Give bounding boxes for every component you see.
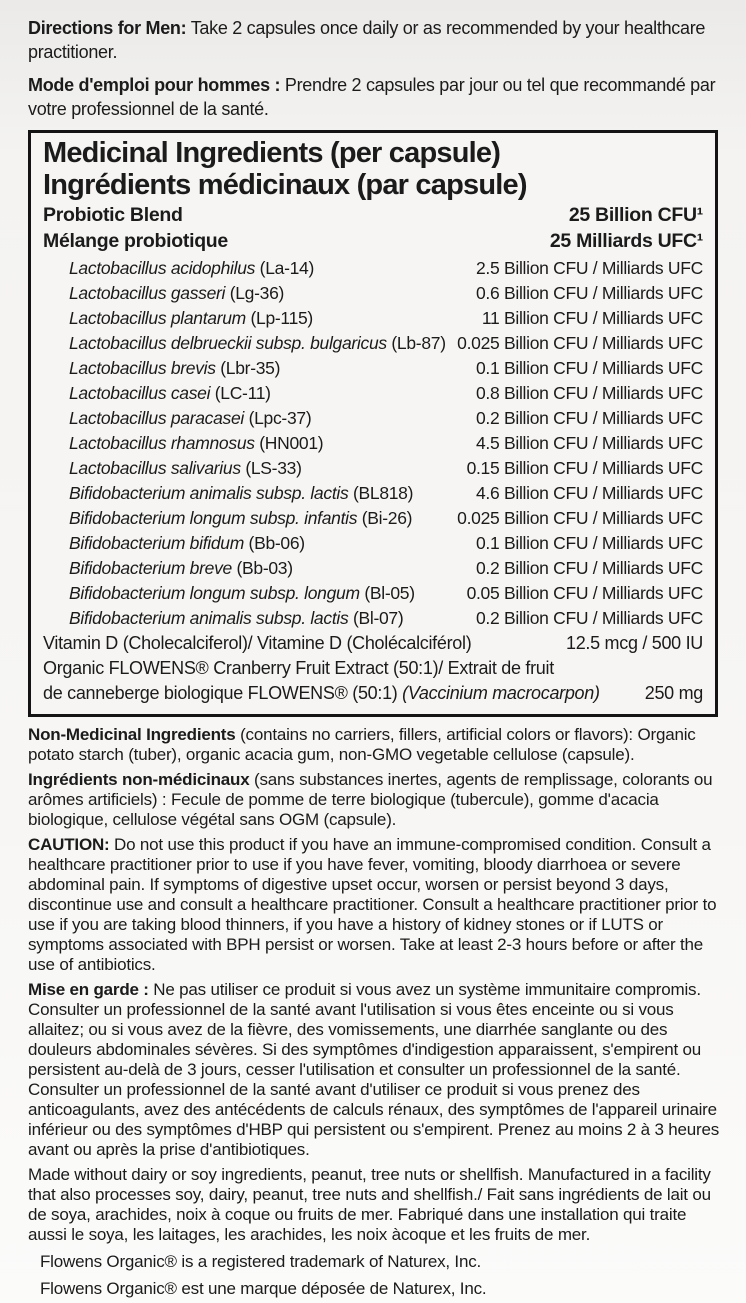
non-medicinal-en bbox=[28, 725, 720, 765]
strain-amount: 0.8 Billion CFU / Milliards UFC bbox=[476, 383, 703, 403]
non-medicinal-en-lead: Non-Medicinal Ingredients bbox=[28, 725, 236, 744]
probiotic-blend-label-en: Probiotic Blend bbox=[43, 204, 183, 226]
strain-amount: 0.025 Billion CFU / Milliards UFC bbox=[457, 508, 703, 528]
flowens-value: 250 mg bbox=[644, 683, 703, 703]
non-medicinal-fr-text: (sans substances inertes, agents de remplissage, colorants ou arômes artificiels) : Fecule de pomme de terre biologique (tubercule), gomme d'acacia biologique, cellulose végétal sans OGM (capsule). bbox=[28, 770, 713, 829]
caution-en-lead: CAUTION: bbox=[28, 835, 110, 854]
strain-name: Lactobacillus plantarum (Lp-115) bbox=[69, 308, 313, 328]
probiotic-blend-value-fr: 25 Milliards UFC¹ bbox=[549, 230, 703, 252]
strain-amount: 2.5 Billion CFU / Milliards UFC bbox=[476, 258, 703, 278]
strain-name: Lactobacillus paracasei (Lpc-37) bbox=[69, 408, 312, 428]
strain-name: Bifidobacterium breve (Bb-03) bbox=[69, 558, 293, 578]
strain-amount: 0.2 Billion CFU / Milliards UFC bbox=[476, 608, 703, 628]
caution-fr bbox=[28, 980, 720, 1160]
probiotic-blend-value-en: 25 Billion CFU¹ bbox=[568, 204, 703, 226]
directions-en bbox=[28, 16, 720, 64]
strain-name: Lactobacillus rhamnosus (HN001) bbox=[69, 433, 324, 453]
strain-amount: 4.6 Billion CFU / Milliards UFC bbox=[476, 483, 703, 503]
strain-row bbox=[43, 281, 703, 306]
strain-row bbox=[43, 556, 703, 581]
probiotic-blend-row-fr bbox=[43, 229, 703, 253]
strain-row bbox=[43, 456, 703, 481]
strain-amount: 0.15 Billion CFU / Milliards UFC bbox=[466, 458, 703, 478]
non-medicinal-fr bbox=[28, 770, 720, 830]
strain-row bbox=[43, 531, 703, 556]
caution-en-text: Do not use this product if you have an immune-compromised condition. Consult a healthcare practitioner prior to use if you have fever, vomiting, bloody diarrhoea or severe abdominal pain. If symptoms of digestive upset occur, worsen or persist beyond 3 days, discontinue use and consult a healthcare practitioner. Consult a healthcare practitioner prior to use if you are taking blood thinners, if you have a history of kidney stones or if LUTS or symptoms associated with BPH persist or worsen. Take at least 2-3 hours before or after the use of antibiotics. bbox=[28, 835, 717, 974]
strain-row bbox=[43, 256, 703, 281]
caution-fr-text: Ne pas utiliser ce produit si vous avez un système immunitaire compromis. Consulter un professionnel de la santé avant l'utilisation si vous êtes enceinte ou si vous allaitez; ou si vous avez de la fièvre, des vomissements, une diarrhée sanglante ou des douleurs abdominales sévères. Si des symptômes d'indigestion apparaissent, s'empirent ou persistent au-delà de 3 jours, cesser l'utilisation et consulter un professionnel de la santé. Consulter un professionnel de la santé avant d'utiliser ce produit si vous prenez des anticoagulants, avez des antécédents de calculs rénaux, des symptômes de l'appareil urinaire inférieur ou des symptômes d'HBP qui persistent ou s'empirent. Prenez au moins 2 à 3 heures avant ou après la prise d'antibiotiques. bbox=[28, 980, 720, 1159]
allergen-statement: Made without dairy or soy ingredients, peanut, tree nuts or shellfish. Manufactured in a facility that also processes soy, dairy, peanut, tree nuts and shellfish./ Fait sans ingrédients de lait ou de soya, arachides, noix à coque ou fruits de mer. Fabriqué dans une installation qui traite aussi le soya, les laitages, les arachides, les noix àcoque et les fruits de mer. bbox=[28, 1165, 711, 1244]
flowens-line2 bbox=[43, 681, 703, 706]
strain-amount: 0.2 Billion CFU / Milliards UFC bbox=[476, 408, 703, 428]
strain-row bbox=[43, 356, 703, 381]
strain-name: Lactobacillus casei (LC-11) bbox=[69, 383, 271, 403]
vitamin-d-label: Vitamin D (Cholecalciferol)/ Vitamine D (Cholécalciférol) bbox=[43, 633, 472, 653]
directions-en-text: Take 2 capsules once daily or as recommended by your healthcare practitioner. bbox=[28, 18, 706, 62]
flowens-row bbox=[43, 656, 703, 706]
directions-fr-lead: Mode d'emploi pour hommes : bbox=[28, 75, 281, 95]
caution-fr-lead: Mise en garde : bbox=[28, 980, 149, 999]
flowens-line2-pre: de canneberge biologique FLOWENS® (50:1) bbox=[43, 683, 403, 703]
directions-en-lead: Directions for Men: bbox=[28, 18, 187, 38]
strain-row bbox=[43, 331, 703, 356]
strain-name: Bifidobacterium bifidum (Bb-06) bbox=[69, 533, 305, 553]
probiotic-blend-label-fr: Mélange probiotique bbox=[43, 230, 228, 252]
strain-name: Bifidobacterium longum subsp. longum (Bl-05) bbox=[69, 583, 415, 603]
vitamin-d-value: 12.5 mcg / 500 IU bbox=[566, 633, 703, 653]
flowens-line1: Organic FLOWENS® Cranberry Fruit Extract (50:1)/ Extrait de fruit bbox=[43, 658, 554, 678]
strain-amount: 11 Billion CFU / Milliards UFC bbox=[481, 308, 703, 328]
directions-fr-text: Prendre 2 capsules par jour ou tel que recommandé par votre professionnel de la santé. bbox=[28, 75, 716, 119]
strain-name: Lactobacillus brevis (Lbr-35) bbox=[69, 358, 281, 378]
strain-row bbox=[43, 506, 703, 531]
strain-amount: 0.1 Billion CFU / Milliards UFC bbox=[476, 358, 703, 378]
strain-amount: 0.2 Billion CFU / Milliards UFC bbox=[476, 558, 703, 578]
strain-row bbox=[43, 481, 703, 506]
non-medicinal-en-text: (contains no carriers, fillers, artificial colors or flavors): Organic potato starch (tuber), organic acacia gum, non-GMO vegetable cellulose (capsule). bbox=[28, 725, 696, 764]
strain-name: Bifidobacterium animalis subsp. lactis (Bl-07) bbox=[69, 608, 404, 628]
strain-name: Bifidobacterium animalis subsp. lactis (BL818) bbox=[69, 483, 414, 503]
caution-en bbox=[28, 835, 720, 975]
strain-amount: 0.6 Billion CFU / Milliards UFC bbox=[476, 283, 703, 303]
strain-row bbox=[43, 406, 703, 431]
strain-name: Lactobacillus delbrueckii subsp. bulgaricus (Lb-87) bbox=[69, 333, 446, 353]
medicinal-ingredients-panel bbox=[28, 130, 718, 717]
strain-amount: 0.05 Billion CFU / Milliards UFC bbox=[466, 583, 703, 603]
strain-list bbox=[43, 256, 703, 631]
strain-amount: 4.5 Billion CFU / Milliards UFC bbox=[476, 433, 703, 453]
panel-title-en: Medicinal Ingredients (per capsule) bbox=[43, 137, 501, 169]
strain-name: Lactobacillus salivarius (LS-33) bbox=[69, 458, 302, 478]
strain-name: Bifidobacterium longum subsp. infantis (Bi-26) bbox=[69, 508, 413, 528]
strain-amount: 0.1 Billion CFU / Milliards UFC bbox=[476, 533, 703, 553]
directions-fr bbox=[28, 73, 720, 121]
strain-name: Lactobacillus acidophilus (La-14) bbox=[69, 258, 314, 278]
strain-amount: 0.025 Billion CFU / Milliards UFC bbox=[457, 333, 703, 353]
strain-row bbox=[43, 306, 703, 331]
flowens-latin-name: (Vaccinium macrocarpon) bbox=[402, 683, 600, 703]
trademark-fr: Flowens Organic® est une marque déposée de Naturex, Inc. bbox=[40, 1279, 487, 1298]
non-medicinal-fr-lead: Ingrédients non-médicinaux bbox=[28, 770, 250, 789]
flowens-line2-text bbox=[43, 681, 600, 706]
strain-row bbox=[43, 606, 703, 631]
strain-row bbox=[43, 431, 703, 456]
strain-name: Lactobacillus gasseri (Lg-36) bbox=[69, 283, 285, 303]
strain-row bbox=[43, 581, 703, 606]
probiotic-blend-row-en bbox=[43, 203, 703, 227]
vitamin-d-row bbox=[43, 631, 703, 656]
trademark-en: Flowens Organic® is a registered trademark of Naturex, Inc. bbox=[40, 1252, 482, 1271]
panel-title-fr: Ingrédients médicinaux (par capsule) bbox=[43, 169, 527, 201]
strain-row bbox=[43, 381, 703, 406]
